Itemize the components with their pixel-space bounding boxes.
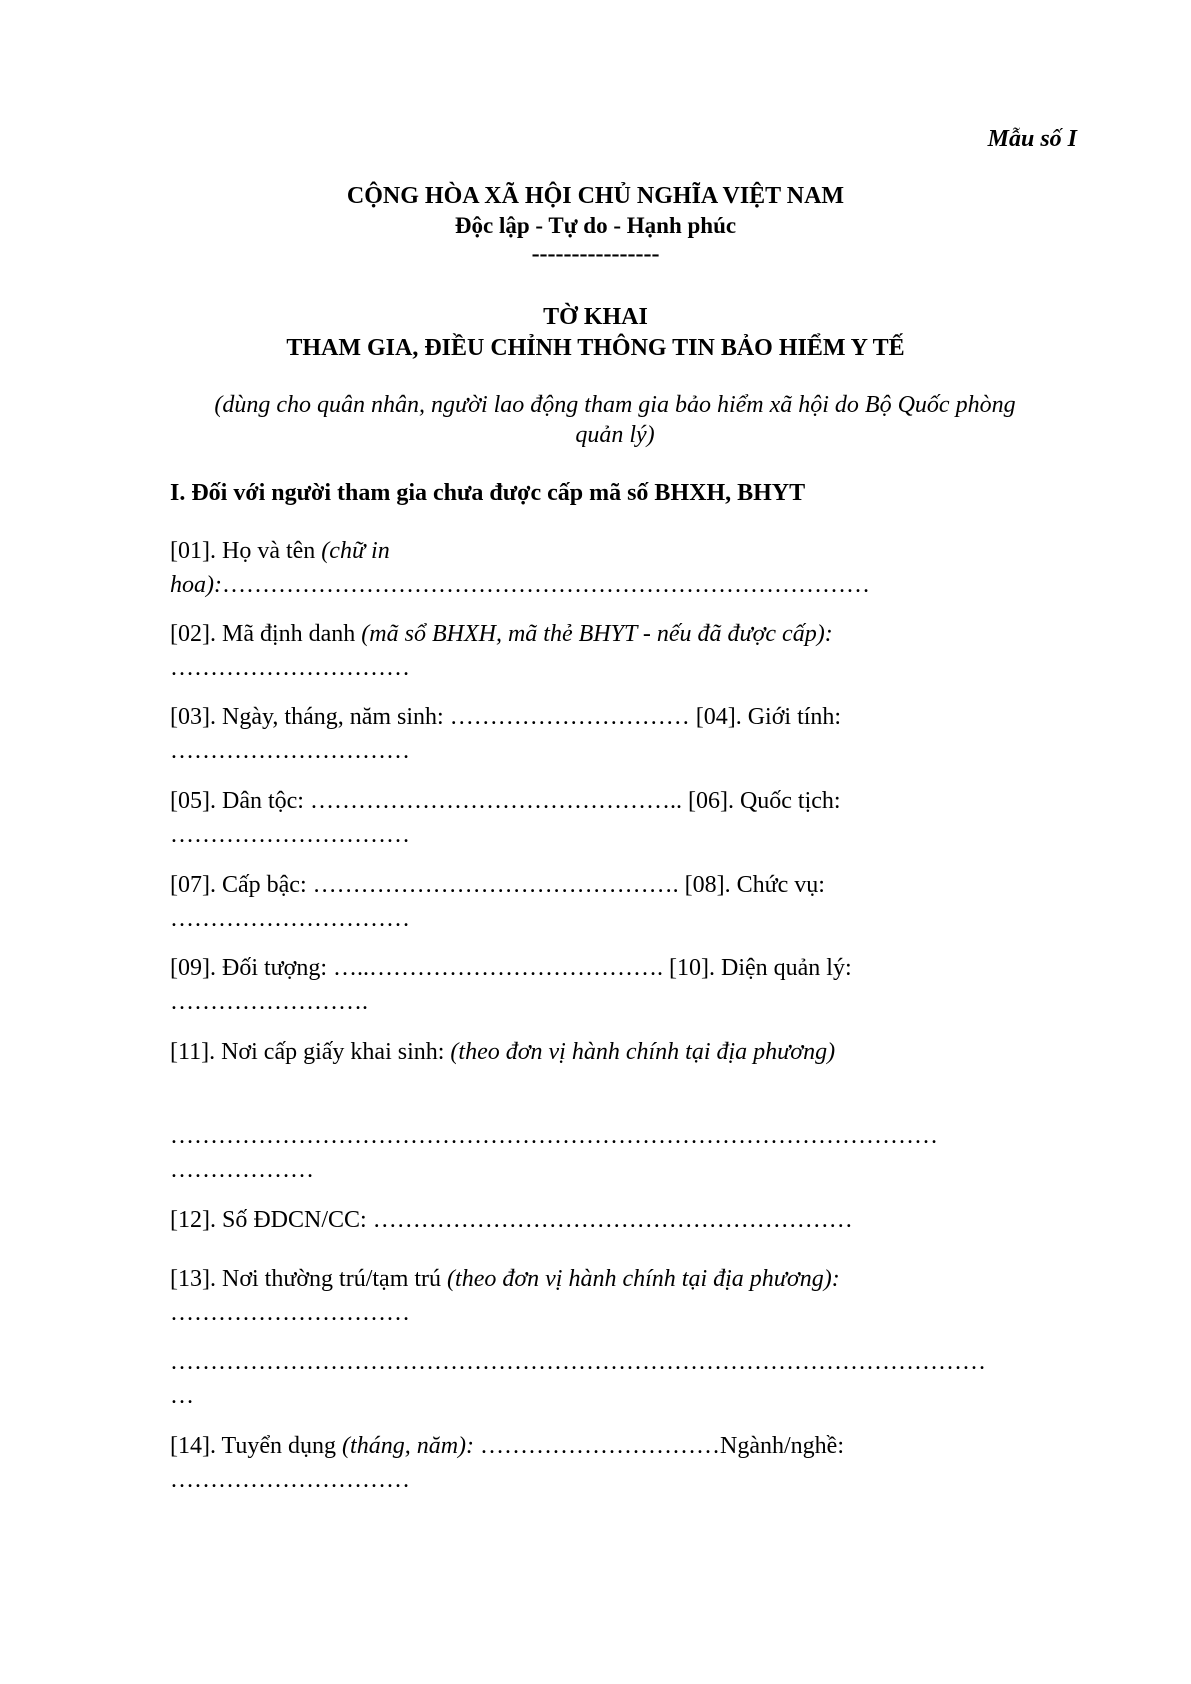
field-residence-blank — [170, 1345, 1070, 1413]
field-identifier-code — [170, 617, 1070, 685]
national-header — [0, 182, 1191, 269]
field-full-name-dots[interactable]: ……………………………………………………………………… — [221, 572, 870, 598]
field-id-number — [170, 1203, 1070, 1237]
field-residence-blank-1[interactable]: ………………………… — [170, 1300, 410, 1326]
field-identifier-code-blank[interactable]: ………………………… — [170, 655, 410, 681]
field-residence-blank-3[interactable]: … — [170, 1383, 194, 1409]
field-full-name-line-1 — [170, 534, 1070, 568]
field-birthdate-gender-line-1[interactable]: [03]. Ngày, tháng, năm sinh: ………………………… [04]. Giới tính: — [170, 704, 842, 730]
field-birthdate-gender — [170, 700, 1070, 768]
section-title: I. Đối với người tham gia chưa được cấp mã số BHXH, BHYT — [170, 480, 806, 506]
country-name: CỘNG HÒA XÃ HỘI CHỦ NGHĨA VIỆT NAM — [346, 183, 845, 209]
field-birth-certificate-place-blank — [170, 1119, 1070, 1187]
field-residence-blank-2[interactable]: ………………………………………………………………………………………… — [170, 1349, 986, 1375]
field-ethnicity-nationality-line-1[interactable]: [05]. Dân tộc: ……………………………………….. [06]. Quốc tịch: — [170, 788, 841, 814]
field-recruitment-label: [14]. Tuyển dụng — [170, 1433, 343, 1459]
document-title — [0, 302, 1191, 364]
title-line-2: THAM GIA, ĐIỀU CHỈNH THÔNG TIN BẢO HIỂM Y TẾ — [286, 335, 905, 361]
field-ethnicity-nationality — [170, 784, 1070, 852]
field-birth-certificate-place-label: [11]. Nơi cấp giấy khai sinh: — [170, 1039, 451, 1065]
field-birth-certificate-place-blank-1[interactable]: …………………………………………………………………………………… — [170, 1123, 938, 1149]
field-management-blank[interactable]: ……………………. — [170, 989, 368, 1015]
subtitle-line-1: (dùng cho quân nhân, người lao động tham gia bảo hiểm xã hội do Bộ Quốc phòng — [214, 392, 1016, 418]
field-birth-certificate-place-line-1 — [170, 1035, 1070, 1069]
field-residence-label: [13]. Nơi thường trú/tạm trú — [170, 1266, 448, 1292]
field-identifier-code-hint: (mã sổ BHXH, mã thẻ BHYT - nếu đã được cấp): — [361, 621, 833, 647]
field-birth-certificate-place — [170, 1035, 1070, 1069]
header-separator: ---------------- — [531, 241, 660, 267]
field-nationality-blank[interactable]: ………………………… — [170, 822, 410, 848]
field-rank-position — [170, 868, 1070, 936]
field-recruitment — [170, 1429, 1070, 1497]
field-gender-blank[interactable]: ………………………… — [170, 738, 410, 764]
title-line-1: TỜ KHAI — [543, 304, 648, 330]
field-residence-hint: (theo đơn vị hành chính tại địa phương): — [447, 1266, 840, 1292]
field-full-name-label: [01]. Họ và tên — [170, 538, 322, 564]
field-identifier-code-line-1 — [170, 617, 1070, 651]
field-subject-management-line-1[interactable]: [09]. Đối tượng: …..………………………………. [10]. Diện quản lý: — [170, 955, 852, 981]
field-rank-position-line-1[interactable]: [07]. Cấp bậc: ………………………………………. [08]. Chức vụ: — [170, 872, 825, 898]
field-occupation-blank[interactable]: ………………………… — [170, 1467, 410, 1493]
subtitle-line-2: quản lý) — [575, 422, 655, 448]
form-number: Mẫu số I — [987, 126, 1077, 152]
field-birth-certificate-place-blank-2[interactable]: ……………… — [170, 1157, 314, 1183]
field-recruitment-rest[interactable]: …………………………Ngành/nghề: — [474, 1433, 844, 1459]
field-residence-line-1 — [170, 1262, 1070, 1296]
field-full-name-hint: (chữ in — [321, 538, 390, 564]
field-full-name — [170, 534, 1070, 602]
field-id-number-line[interactable]: [12]. Số ĐDCN/CC: …………………………………………………… — [170, 1207, 853, 1233]
field-full-name-hint-cont: hoa): — [170, 572, 222, 598]
field-recruitment-hint: (tháng, năm): — [342, 1433, 475, 1459]
field-recruitment-line-1[interactable] — [170, 1429, 1070, 1463]
national-motto: Độc lập - Tự do - Hạnh phúc — [454, 213, 737, 238]
field-identifier-code-label: [02]. Mã định danh — [170, 621, 362, 647]
document-subtitle — [180, 390, 1050, 450]
field-position-blank[interactable]: ………………………… — [170, 906, 410, 932]
field-birth-certificate-place-hint: (theo đơn vị hành chính tại địa phương) — [450, 1039, 836, 1065]
field-subject-management — [170, 951, 1070, 1019]
field-full-name-line-2[interactable] — [170, 568, 1070, 602]
field-residence — [170, 1262, 1070, 1330]
